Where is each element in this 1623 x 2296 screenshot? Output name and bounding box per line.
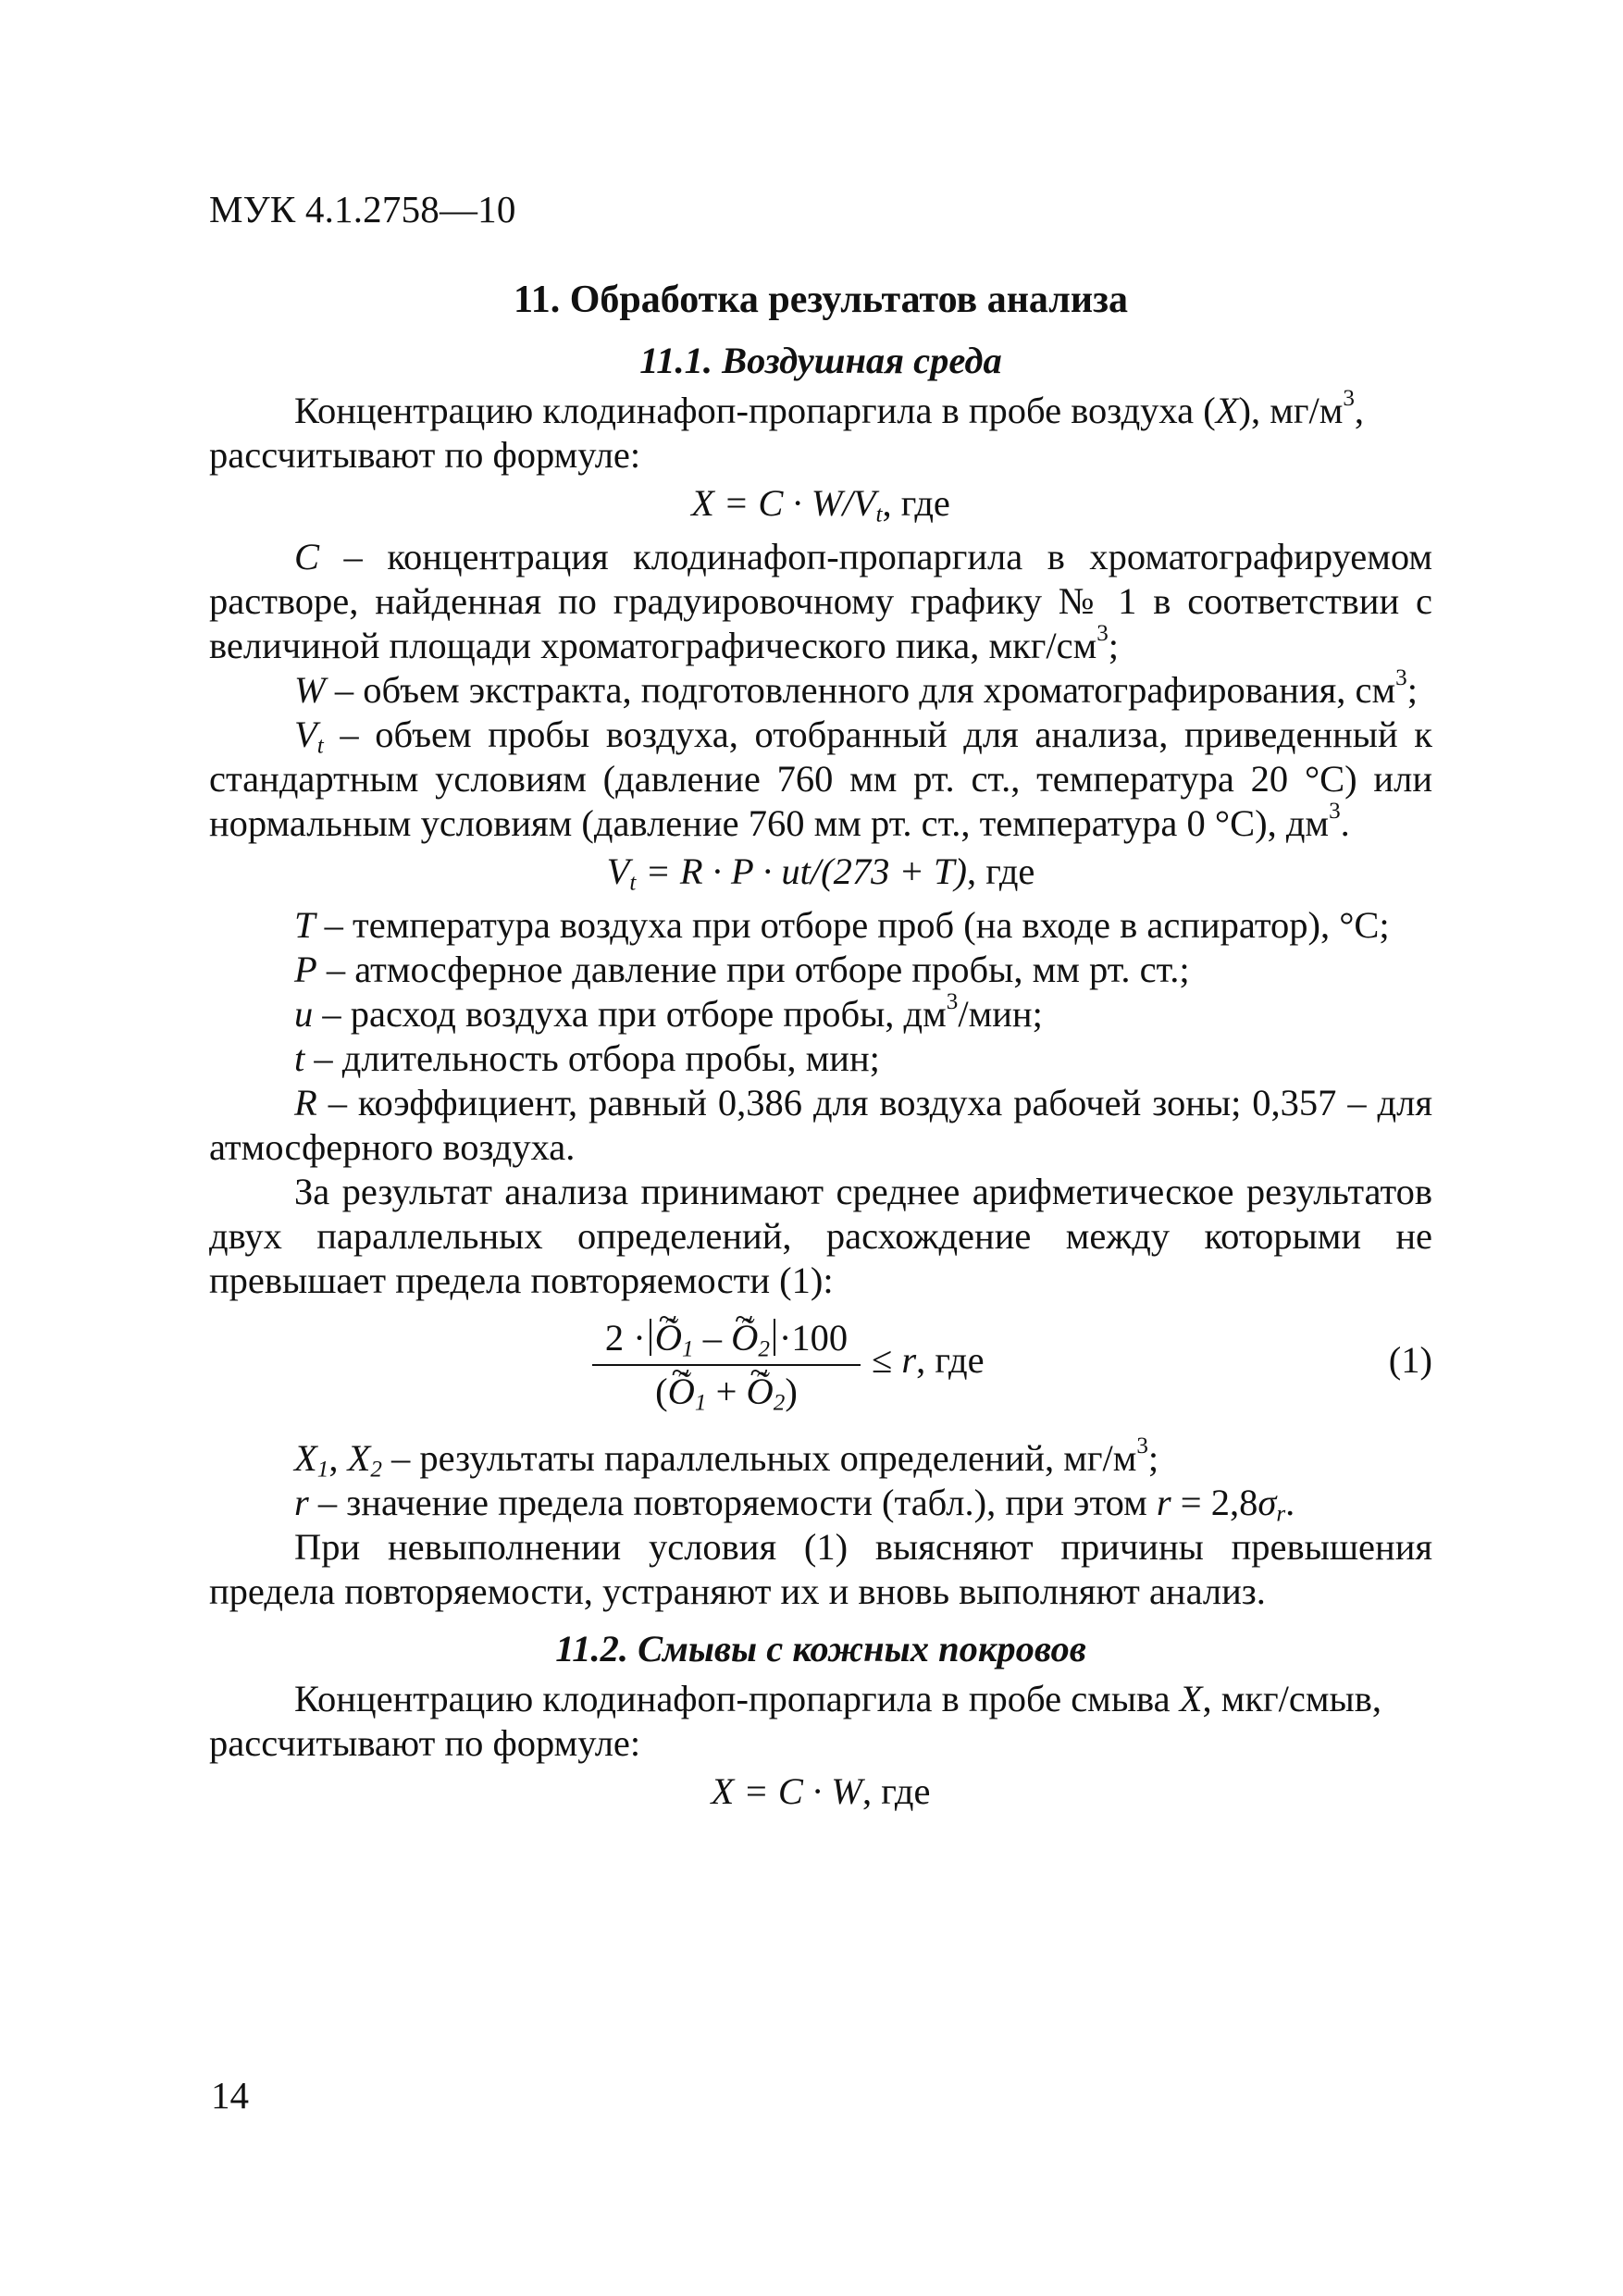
- text: ), мг/м: [1238, 390, 1344, 431]
- page-body: [209, 278, 1432, 1823]
- subscript: 1: [694, 1390, 707, 1416]
- air-intro-paragraph: [209, 386, 1432, 478]
- result-paragraph: За результат анализа принимают среднее арифметическое результатов двух параллельных определений, расхождение между которыми не превышает предела повторяемости (1):: [209, 1171, 1432, 1301]
- variable-x1: X: [294, 1437, 317, 1479]
- text: ): [785, 1371, 798, 1412]
- variable-x2: X: [347, 1437, 371, 1479]
- page-number: 14: [211, 2074, 249, 2116]
- superscript: 3: [1096, 621, 1109, 647]
- fraction-denominator: [592, 1368, 861, 1416]
- subsection-title-skin: 11.2. Смывы с кожных покровов: [555, 1628, 1086, 1669]
- text: .: [1340, 802, 1350, 844]
- text: рассчитывают по формуле:: [209, 1722, 641, 1764]
- definition-vt: [209, 713, 1432, 846]
- text: – расход воздуха при отборе пробы, дм: [313, 993, 947, 1035]
- definition-x1-x2: [209, 1433, 1432, 1483]
- definition-p: [209, 948, 1432, 992]
- subscript: 1: [682, 1336, 694, 1362]
- definition-u: [209, 989, 1432, 1036]
- formula-text: V: [606, 850, 630, 892]
- superscript: 3: [1329, 799, 1341, 825]
- superscript: 3: [1395, 665, 1407, 691]
- subscript: r: [1276, 1501, 1286, 1527]
- text: Концентрацию клодинафоп-пропаргила в пробе смыва: [294, 1678, 1180, 1719]
- text: +: [706, 1371, 747, 1412]
- variable-r: r: [1156, 1482, 1171, 1523]
- formula-suffix: , где: [966, 850, 1035, 892]
- formula-text: X = C · W/V: [691, 482, 876, 524]
- formula-text: X = C · W: [711, 1770, 862, 1812]
- subscript: 2: [758, 1336, 770, 1362]
- x-tilde: ~ Õ: [655, 1317, 682, 1359]
- formula-suffix: , где: [882, 482, 950, 524]
- section-title: 11. Обработка результатов анализа: [514, 279, 1128, 321]
- formula-vt: [209, 850, 1432, 894]
- superscript: 3: [1136, 1433, 1148, 1459]
- skin-intro-paragraph: [209, 1677, 1432, 1766]
- fraction-line: [592, 1364, 861, 1366]
- sigma-symbol: σ: [1258, 1482, 1277, 1523]
- x-tilde: ~ Õ: [668, 1371, 695, 1412]
- text: ,: [1354, 390, 1365, 431]
- subscript: t: [316, 733, 324, 759]
- variable-w: W: [294, 669, 326, 711]
- text: – коэффициент, равный 0,386 для воздуха рабочей зоны; 0,357 – для атмосферного воздуха.: [209, 1082, 1432, 1168]
- abs-bar-left: [650, 1319, 651, 1356]
- variable-r: R: [294, 1082, 317, 1123]
- text: – температура воздуха при отборе проб (на входе в аспиратор), °C;: [315, 904, 1390, 946]
- abs-bar-right: [774, 1319, 775, 1356]
- definition-repeatability-limit: [209, 1481, 1432, 1525]
- subsection-title-air: 11.1. Воздушная среда: [639, 340, 1002, 381]
- variable-c: C: [294, 536, 320, 577]
- text: – концентрация клодинафоп-пропаргила в хроматографируемом растворе, найденная по градуировочному графику № 1 в соответствии с величиной площади хроматографического пика, мкг/см: [209, 536, 1432, 666]
- text: , мкг/смыв,: [1202, 1678, 1381, 1719]
- document-code: МУК 4.1.2758—10: [209, 188, 516, 230]
- variable-time: t: [294, 1037, 305, 1079]
- variable-x: X: [1215, 390, 1239, 431]
- text: ;: [1147, 1437, 1159, 1479]
- superscript: 3: [946, 989, 959, 1015]
- variable-v: V: [294, 714, 317, 755]
- text: – результаты параллельных определений, мг/м: [381, 1437, 1137, 1479]
- text: рассчитывают по формуле:: [209, 434, 641, 476]
- definition-c: [209, 535, 1432, 668]
- variable-r: r: [294, 1482, 309, 1523]
- text: – атмосферное давление при отборе пробы, мм рт. ст.;: [316, 949, 1190, 990]
- text: .: [1285, 1482, 1295, 1523]
- text: – длительность отбора пробы, мин;: [304, 1037, 880, 1079]
- x-tilde: ~ Õ: [747, 1371, 774, 1412]
- formula-relation: [872, 1338, 985, 1383]
- definition-time: [209, 1036, 1432, 1081]
- formula-suffix: , где: [916, 1339, 985, 1381]
- text: 2 ·: [604, 1317, 646, 1359]
- definition-t: [209, 903, 1432, 948]
- subscript: 1: [316, 1457, 329, 1483]
- equation-number: (1): [1388, 1339, 1432, 1381]
- variable-r: r: [901, 1339, 917, 1381]
- variable-t: T: [294, 904, 316, 946]
- text: ;: [1108, 625, 1120, 666]
- text: – значение предела повторяемости (табл.), при этом: [308, 1482, 1157, 1523]
- text: = 2,8: [1171, 1482, 1258, 1523]
- fraction-numerator: [592, 1314, 861, 1362]
- variable-x: X: [1179, 1678, 1203, 1719]
- text: (: [655, 1371, 668, 1412]
- formula-repeatability: [209, 1309, 1432, 1431]
- definition-w: [209, 665, 1432, 713]
- formula-skin-concentration: [209, 1769, 1432, 1814]
- variable-p: P: [294, 949, 317, 990]
- x-tilde: ~ Õ: [731, 1317, 758, 1359]
- formula-air-concentration: [209, 481, 1432, 526]
- text: /мин;: [958, 993, 1043, 1035]
- subscript: t: [629, 870, 637, 896]
- text: ,: [328, 1437, 348, 1479]
- text: Концентрацию клодинафоп-пропаргила в пробе воздуха (: [294, 390, 1216, 431]
- subscript: 2: [370, 1457, 382, 1483]
- subscript: t: [875, 502, 883, 527]
- text: ·100: [778, 1317, 849, 1359]
- text: ;: [1406, 669, 1418, 711]
- variable-u: u: [294, 993, 314, 1035]
- less-equal-symbol: ≤: [872, 1339, 893, 1381]
- superscript: 3: [1343, 386, 1355, 412]
- definition-r-coefficient: [209, 1081, 1432, 1170]
- text: –: [693, 1317, 732, 1359]
- fraction: [592, 1314, 861, 1416]
- formula-suffix: , где: [862, 1770, 931, 1812]
- text: – объем экстракта, подготовленного для хроматографирования, см: [325, 669, 1396, 711]
- subscript: 2: [773, 1390, 786, 1416]
- text: – объем пробы воздуха, отобранный для анализа, приведенный к стандартным условиям (давление 760 мм рт. ст., температура 20 °C) или нормальным условиям (давление 760 мм рт. ст., температура 0 °C), дм: [209, 714, 1432, 844]
- formula-text: = R · P · ut/(273 + T): [636, 850, 967, 892]
- failure-paragraph: При невыполнении условия (1) выясняют причины превышения предела повторяемости, устраняют их и вновь выполняют анализ.: [209, 1526, 1432, 1612]
